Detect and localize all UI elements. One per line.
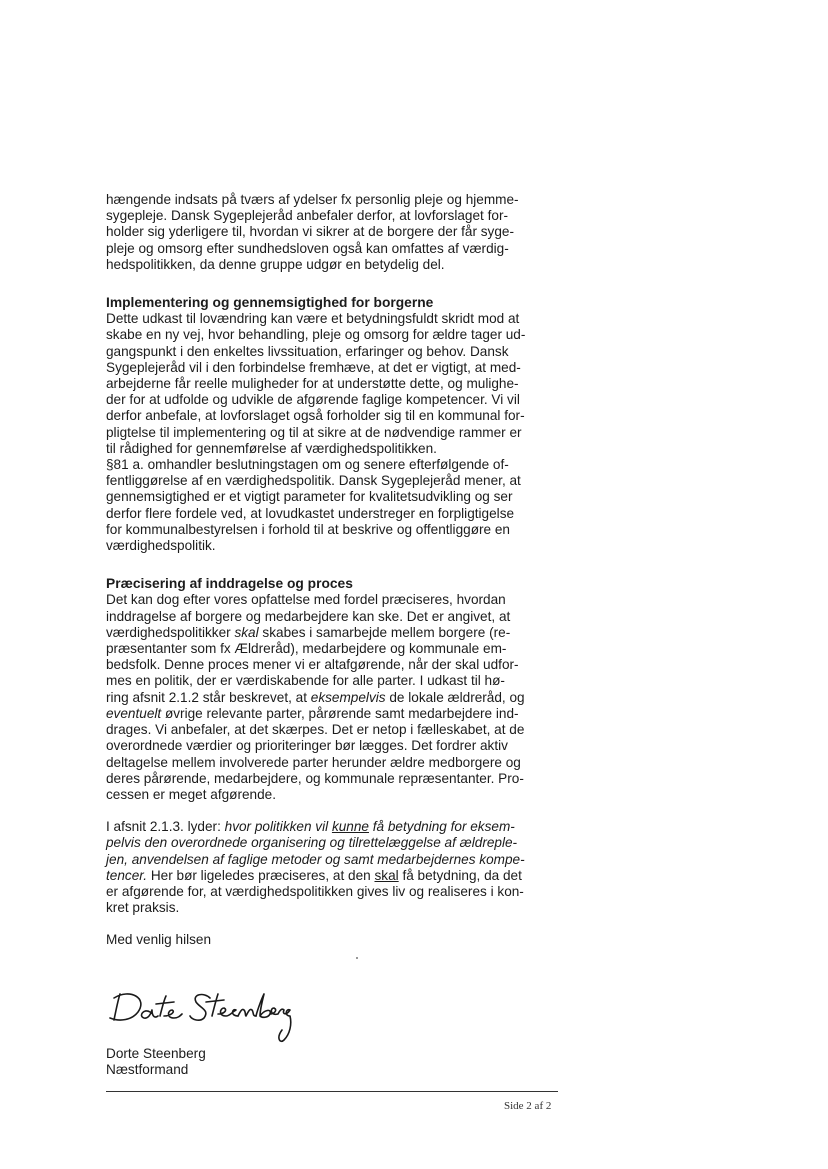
text-line: deltagelse mellem involverede parter herunder ældre medborgere og [106, 754, 521, 770]
emphasis-skal: skal [234, 624, 259, 640]
text-line [106, 852, 562, 868]
text-line: pleje og omsorg efter sundhedsloven også kan omfattes af værdig- [106, 240, 509, 256]
quote-run: tencer. [106, 867, 148, 883]
text-run: værdighedspolitikker [106, 624, 235, 640]
text-line: inddragelse af borgere og medarbejdere kan ske. Det er angivet, at [106, 608, 511, 624]
emphasis-eksempelvis: eksempelvis [310, 689, 386, 705]
text-line: for kommunalbestyrelsen i forhold til at beskrive og offentliggøre en [106, 521, 510, 537]
text-run: øvrige relevante parter, pårørende samt medarbejdere ind- [161, 705, 519, 721]
text-line: til rådighed for gennemførelse af værdighedspolitikken. [106, 440, 437, 456]
text-line: Dette udkast til lovændring kan være et betydningsfuldt skridt mod at [106, 311, 520, 327]
text-line: derfor flere fordele ved, at lovudkastet understreger en forpligtigelse [106, 505, 515, 521]
text-line [106, 690, 562, 706]
text-line: hængende indsats på tværs af ydelser fx personlig pleje og hjemme- [106, 192, 519, 207]
emphasis-eventuelt: eventuelt [106, 705, 162, 721]
text-line [106, 706, 562, 722]
quote-run: jen, anvendelsen af faglige metoder og samt medarbejdernes kompe- [106, 851, 525, 867]
text-line: skabe en ny vej, hvor behandling, pleje og omsorg for ældre tager ud- [106, 327, 526, 343]
handwritten-signature [106, 986, 296, 1048]
page-number: Side 2 af 2 [504, 1100, 552, 1112]
signer-name: Dorte Steenberg [106, 1046, 206, 1061]
text-line: §81 a. omhandler beslutningstagen om og senere efterfølgende of- [106, 457, 509, 473]
text-run: få betydning, da det [398, 867, 522, 883]
text-line: overordnede værdier og prioriteringer bør lægges. Det fordrer aktiv [106, 738, 508, 754]
closing-greeting: Med venlig hilsen [106, 932, 212, 948]
quote-run: få betydning for eksem- [368, 819, 515, 835]
text-line: hedspolitikken, da denne gruppe udgør en betydelig del. [106, 256, 445, 272]
text-run: I afsnit 2.1.3. lyder: [106, 819, 225, 835]
text-line: arbejderne får reelle muligheder for at understøtte dette, og mulighe- [106, 376, 519, 392]
text-line: cessen er meget afgørende. [106, 786, 277, 802]
text-line: gangspunkt i den enkeltes livssituation, erfaringer og behov. Dansk [106, 343, 509, 359]
text-line: der for at udfolde og udvikle de afgørende faglige kompetencer. Vi vil [106, 392, 520, 408]
text-line: holder sig yderligere til, hvordan vi sikrer at de borgere der får syge- [106, 224, 515, 240]
section-heading-implementation: Implementering og gennemsigtighed for borgerne [106, 295, 434, 311]
paragraph-involvement [106, 592, 562, 803]
text-run: skabes i samarbejde mellem borgere (re- [258, 624, 511, 640]
letter-body [106, 192, 562, 949]
text-run: de lokale ældreråd, og [385, 689, 525, 705]
footer-divider [106, 1091, 558, 1092]
text-run: ring afsnit 2.1.2 står beskrevet, at [106, 689, 311, 705]
text-line: mes en politik, der er værdiskabende for alle parter. I udkast til hø- [106, 673, 505, 689]
section-heading-involvement: Præcisering af inddragelse og proces [106, 576, 353, 592]
text-line: sygepleje. Dansk Sygeplejeråd anbefaler derfor, at lovforslaget for- [106, 208, 508, 224]
scan-speck [356, 957, 358, 959]
text-line [106, 868, 562, 884]
text-line: er afgørende for, at værdighedspolitikken gives liv og realiseres i kon- [106, 883, 524, 899]
quote-run [332, 819, 369, 834]
quote-run: pelvis den overordnede organisering og tilrettelæggelse af ældreple- [106, 835, 518, 851]
signer-title: Næstformand [106, 1062, 189, 1078]
paragraph-values-care [106, 192, 562, 273]
text-line: pligtelse til implementering og til at sikre at de nødvendige rammer er [106, 424, 522, 440]
text-line [106, 625, 562, 641]
text-line: Sygeplejeråd vil i den forbindelse fremhæve, at det er vigtigt, at med- [106, 359, 521, 375]
text-line: præsentanter som fx Ældreråd), medarbejdere og kommunale em- [106, 641, 507, 657]
text-line: derfor anbefale, at lovforslaget også forholder sig til en kommunal for- [106, 408, 525, 424]
text-line: kret praksis. [106, 900, 180, 916]
text-run: Her bør ligeledes præciseres, at den [147, 867, 375, 883]
text-line: deres pårørende, medarbejdere, og kommunale repræsentanter. Pro- [106, 770, 524, 786]
paragraph-quote [106, 819, 562, 916]
text-line [106, 835, 562, 851]
underline-skal: skal [374, 867, 399, 883]
text-line: værdighedspolitik. [106, 538, 216, 554]
text-line: drages. Vi anbefaler, at det skærpes. Det er netop i fælleskabet, at de [106, 722, 525, 738]
quote-run: hvor politikken vil [224, 819, 332, 835]
text-line [106, 819, 562, 835]
text-line: bedsfolk. Denne proces mener vi er altafgørende, når der skal udfor- [106, 657, 519, 673]
underline-kunne: kunne [331, 819, 369, 835]
text-line: gennemsigtighed er et vigtigt parameter for kvalitetsudvikling og ser [106, 489, 513, 505]
text-line: Det kan dog efter vores opfattelse med fordel præciseres, hvordan [106, 592, 506, 608]
signer-block [106, 1046, 206, 1078]
paragraph-implementation [106, 311, 562, 554]
text-line: fentliggørelse af en værdighedspolitik. Dansk Sygeplejeråd mener, at [106, 473, 521, 489]
